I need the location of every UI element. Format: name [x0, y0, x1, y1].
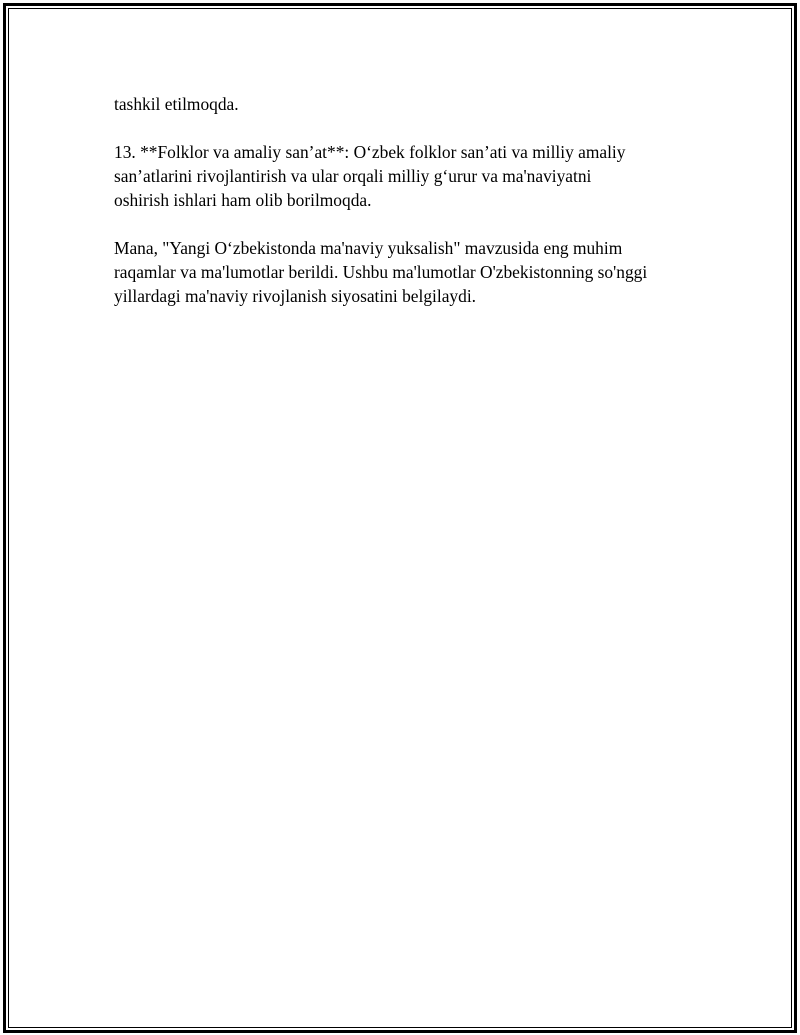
paragraph-item-13: 13. **Folklor va amaliy san’at**: O‘zbek folklor san’ati va milliy amaliy san’atlarini rivojlantirish va ular orqali milliy g‘urur va ma'naviyatni oshirish ishlari ham olib borilmoqda.: [114, 142, 626, 210]
paragraph-conclusion: Mana, "Yangi O‘zbekistonda ma'naviy yuksalish" mavzusida eng muhim raqamlar va ma'lumotlar berildi. Ushbu ma'lumotlar O'zbekistonning so'nggi yillardagi ma'naviy rivojlanish siyosatini belgilaydi.: [114, 238, 648, 306]
paragraph-continuation: tashkil etilmoqda.: [114, 94, 239, 114]
document-body: [114, 92, 704, 332]
